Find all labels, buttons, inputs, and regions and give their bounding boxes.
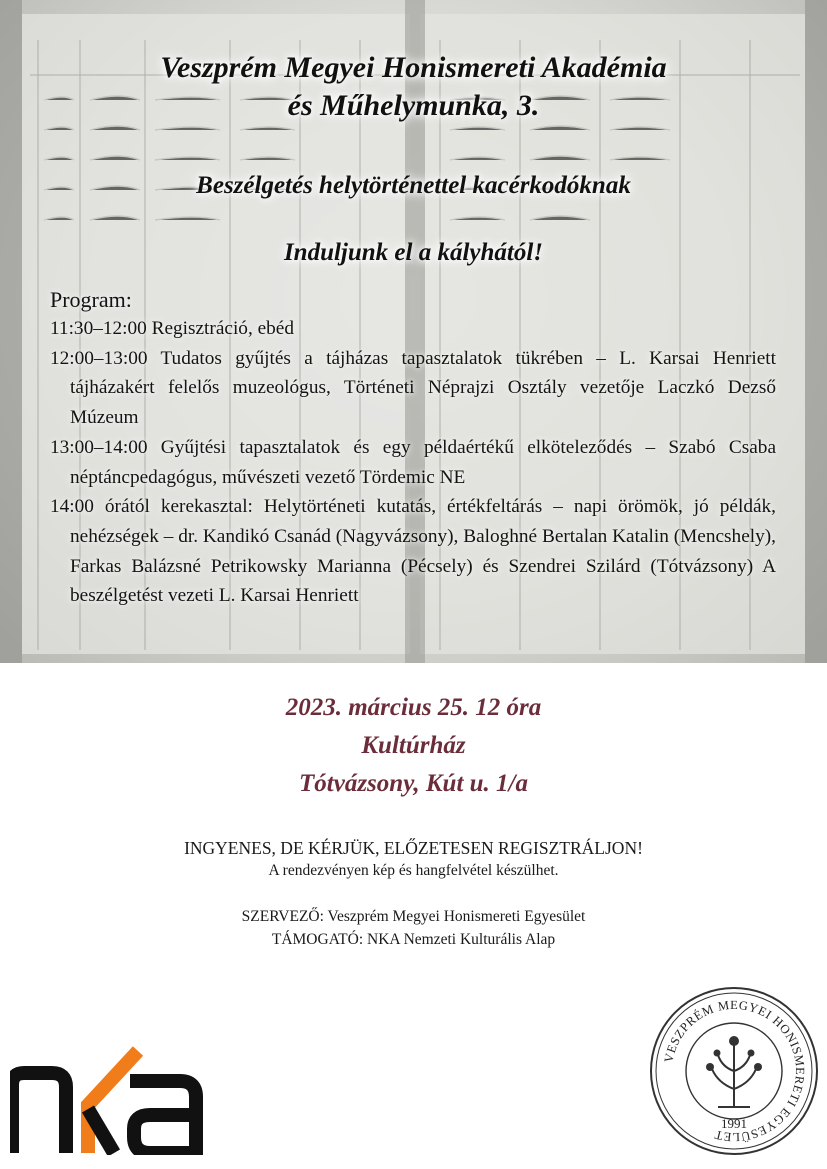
event-venue: Kultúrház	[361, 732, 466, 759]
organizer-line: SZERVEZŐ: Veszprém Megyei Honismereti Egyesület	[241, 908, 586, 925]
event-address: Tótvázsony, Kút u. 1/a	[299, 770, 528, 797]
event-subtitle: Beszélgetés helytörténettel kacérkodóknak	[196, 172, 631, 199]
program-item: 14:00 órától kerekasztal: Helytörténeti kutatás, értékfeltárás – napi örömök, jó példák, nehézségek – dr. Kandikó Csanád (Nagyvázsony), Baloghné Bertalan Katalin (Mencshely), Farkas Balázsné Petrikowsky Marianna (Pécsely) és Szendrei Szilárd (Tótvázsony) A beszélgetést vezeti L. Karsai Henriett	[50, 496, 776, 607]
program-heading: Program:	[50, 287, 132, 312]
academy-title-line2: és Műhelymunka, 3.	[287, 89, 540, 122]
academy-title-line1: Veszprém Megyei Honismereti Akadémia	[160, 51, 667, 84]
program-item: 11:30–12:00 Regisztráció, ebéd	[50, 318, 294, 339]
svg-text:1991: 1991	[721, 1116, 747, 1131]
svg-text:VESZPRÉM MEGYEI HONISMERETI EG: VESZPRÉM MEGYEI HONISMERETI EGYESÜLET	[661, 997, 808, 1145]
program-section	[50, 286, 776, 611]
sponsor-line: TÁMOGATÓ: NKA Nemzeti Kulturális Alap	[271, 931, 556, 948]
program-item: 13:00–14:00 Gyűjtési tapasztalatok és egy példaértékű elköteleződés – Szabó Csaba néptáncpedagógus, művészeti vezető Tördemic NE	[50, 436, 776, 488]
event-date: 2023. március 25. 12 óra	[285, 694, 542, 721]
recording-notice: A rendezvényen kép és hangfelvétel készülhet.	[268, 862, 559, 879]
event-motto: Induljunk el a kályhától!	[283, 239, 544, 266]
program-item: 12:00–13:00 Tudatos gyűjtés a tájházas tapasztalatok tükrében – L. Karsai Henriett tájházakért felelős muzeológus, Történeti Néprajzi Osztály vezetője Laczkó Dezső Múzeum	[50, 347, 776, 429]
registration-notice: INGYENES, DE KÉRJÜK, ELŐZETESEN REGISZTRÁLJON!	[184, 838, 643, 858]
association-seal-icon	[648, 985, 820, 1157]
nka-logo-icon	[10, 1045, 205, 1155]
